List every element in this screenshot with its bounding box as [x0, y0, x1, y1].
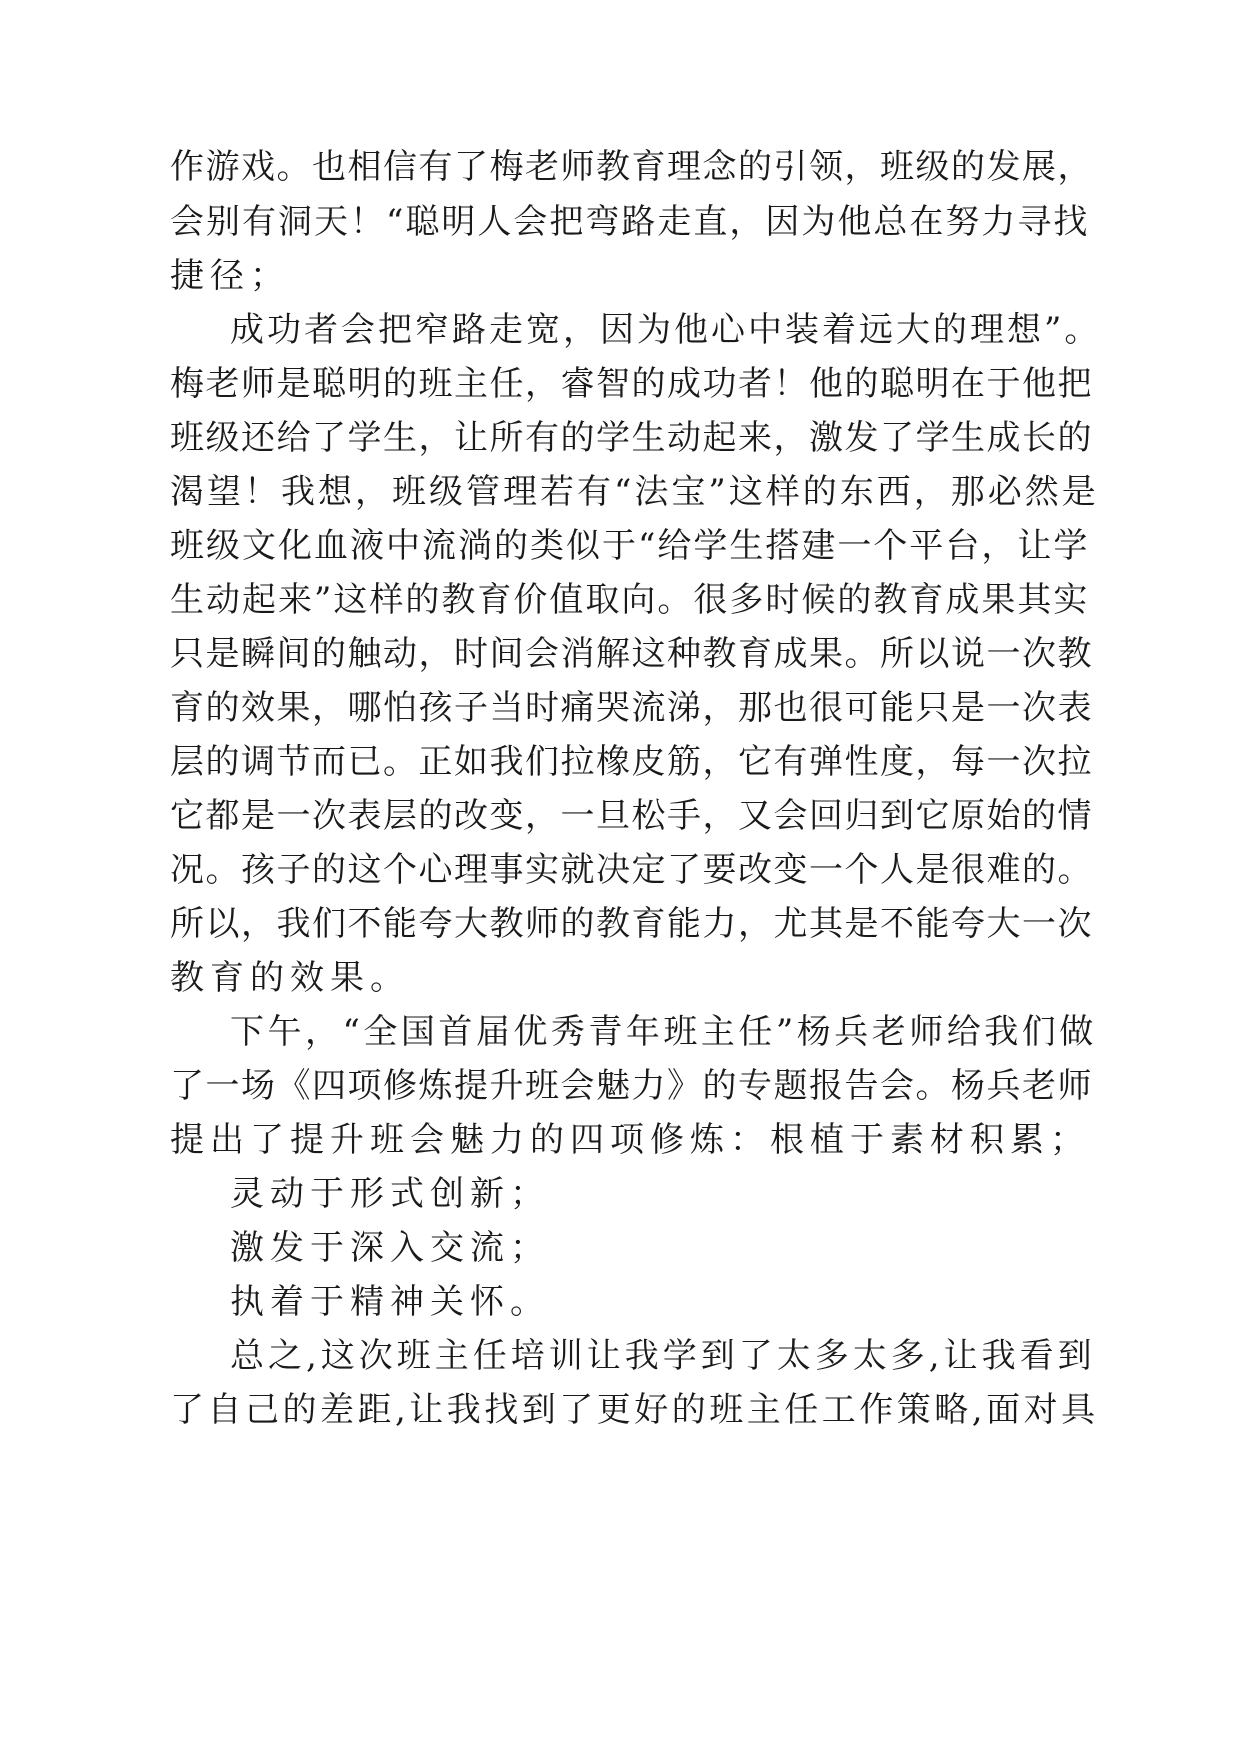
text-line: 了自己的差距,让我找到了更好的班主任工作策略,面对具 [170, 1390, 1099, 1430]
text-line: 育的效果，哪怕孩子当时痛哭流涕，那也很可能只是一次表 [170, 688, 1093, 728]
text-line: 执着于精神关怀。 [230, 1282, 550, 1322]
text-line: 况。孩子的这个心理事实就决定了要改变一个人是很难的。 [170, 850, 1093, 890]
text-line: 捷径； [170, 256, 290, 296]
text-line: 作游戏。也相信有了梅老师教育理念的引领，班级的发展， [170, 147, 1093, 187]
text-line: 班级文化血液中流淌的类似于“给学生搭建一个平台，让学 [170, 526, 1090, 566]
text-line: 成功者会把窄路走宽，因为他心中装着远大的理想”。 [230, 310, 1102, 350]
text-line: 提出了提升班会魅力的四项修炼：根植于素材积累； [170, 1120, 1090, 1160]
text-line: 层的调节而已。正如我们拉橡皮筋，它有弹性度，每一次拉 [170, 742, 1093, 782]
text-line: 渴望！我想，班级管理若有“法宝”这样的东西，那必然是 [170, 472, 1099, 512]
text-line: 生动起来”这样的教育价值取向。很多时候的教育成果其实 [170, 580, 1090, 620]
text-line: 所以，我们不能夸大教师的教育能力，尤其是不能夸大一次 [170, 904, 1093, 944]
text-line: 总之,这次班主任培训让我学到了太多太多,让我看到 [230, 1336, 1096, 1376]
text-line: 会别有洞天！“聪明人会把弯路走直，因为他总在努力寻找 [170, 202, 1090, 242]
text-line: 激发于深入交流； [230, 1228, 550, 1268]
text-line: 教育的效果。 [170, 958, 410, 998]
text-line: 下午，“全国首届优秀青年班主任”杨兵老师给我们做 [230, 1012, 1097, 1052]
text-line: 班级还给了学生，让所有的学生动起来，激发了学生成长的 [170, 418, 1093, 458]
text-line: 梅老师是聪明的班主任，睿智的成功者！他的聪明在于他把 [170, 364, 1093, 404]
text-line: 灵动于形式创新； [230, 1174, 550, 1214]
text-line: 只是瞬间的触动，时间会消解这种教育成果。所以说一次教 [170, 634, 1093, 674]
text-line: 了一场《四项修炼提升班会魅力》的专题报告会。杨兵老师 [170, 1066, 1093, 1106]
text-line: 它都是一次表层的改变，一旦松手，又会回归到它原始的情 [170, 796, 1093, 836]
